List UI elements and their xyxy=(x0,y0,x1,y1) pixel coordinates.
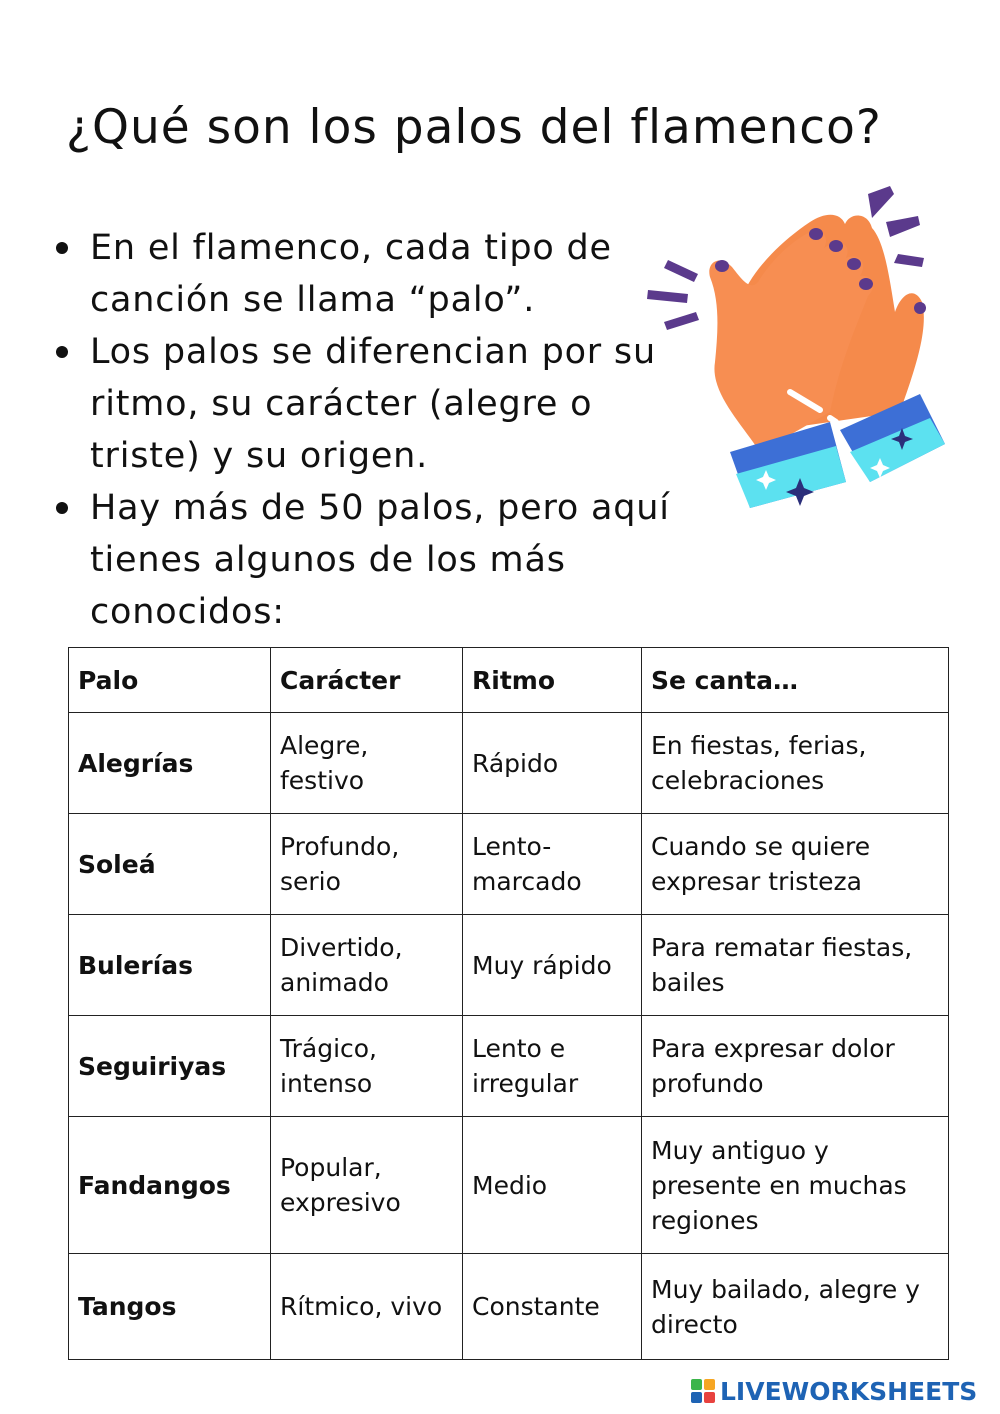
header-ritmo: Ritmo xyxy=(463,648,642,713)
table-row xyxy=(69,814,949,915)
liveworksheets-logo[interactable] xyxy=(690,1376,977,1406)
header-se-canta: Se canta… xyxy=(642,648,949,713)
liveworksheets-logo-icon xyxy=(690,1378,716,1404)
cell-palo: Alegrías xyxy=(69,713,271,814)
cell-caracter: Rítmico, vivo xyxy=(271,1254,463,1360)
table-row xyxy=(69,915,949,1016)
cell-ritmo: Rápido xyxy=(463,713,642,814)
cell-ritmo: Constante xyxy=(463,1254,642,1360)
bullet-dot-icon xyxy=(56,346,68,358)
cell-caracter: Profundo, serio xyxy=(271,814,463,915)
cell-ritmo: Medio xyxy=(463,1117,642,1254)
cell-caracter: Popular, expresivo xyxy=(271,1117,463,1254)
page-title: ¿Qué son los palos del flamenco? xyxy=(66,100,882,155)
cell-caracter: Alegre, festivo xyxy=(271,713,463,814)
cell-palo: Bulerías xyxy=(69,915,271,1016)
table-row xyxy=(69,1117,949,1254)
cell-se-canta: Para rematar fiestas, bailes xyxy=(642,915,949,1016)
header-caracter: Carácter xyxy=(271,648,463,713)
bullet-item xyxy=(40,326,700,482)
bullet-text: Los palos se diferencian por su ritmo, su carácter (alegre o triste) y su origen. xyxy=(90,332,656,476)
cell-ritmo: Lento-marcado xyxy=(463,814,642,915)
bullet-text: En el flamenco, cada tipo de canción se llama “palo”. xyxy=(90,228,612,320)
bullet-item xyxy=(40,482,700,638)
cell-ritmo: Lento e irregular xyxy=(463,1016,642,1117)
cell-se-canta: Para expresar dolor profundo xyxy=(642,1016,949,1117)
table-row xyxy=(69,713,949,814)
table-row xyxy=(69,1016,949,1117)
cell-se-canta: Muy bailado, alegre y directo xyxy=(642,1254,949,1360)
bullet-text: Hay más de 50 palos, pero aquí tienes algunos de los más conocidos: xyxy=(90,488,670,632)
cell-palo: Tangos xyxy=(69,1254,271,1360)
cell-caracter: Trágico, intenso xyxy=(271,1016,463,1117)
cell-caracter: Divertido, animado xyxy=(271,915,463,1016)
clapping-hands-icon xyxy=(640,182,960,512)
bullet-item xyxy=(40,222,700,326)
cell-se-canta: En fiestas, ferias, celebraciones xyxy=(642,713,949,814)
cell-palo: Seguiriyas xyxy=(69,1016,271,1117)
header-palo: Palo xyxy=(69,648,271,713)
cell-ritmo: Muy rápido xyxy=(463,915,642,1016)
cell-palo: Fandangos xyxy=(69,1117,271,1254)
cell-palo: Soleá xyxy=(69,814,271,915)
bullet-dot-icon xyxy=(56,502,68,514)
bullet-dot-icon xyxy=(56,242,68,254)
table-row xyxy=(69,1254,949,1360)
liveworksheets-brand-text: LIVEWORKSHEETS xyxy=(720,1376,978,1406)
palos-table xyxy=(68,647,949,1360)
table-header-row xyxy=(69,648,949,713)
cell-se-canta: Cuando se quiere expresar tristeza xyxy=(642,814,949,915)
cell-se-canta: Muy antiguo y presente en muchas regiones xyxy=(642,1117,949,1254)
intro-bullet-list xyxy=(40,222,700,638)
